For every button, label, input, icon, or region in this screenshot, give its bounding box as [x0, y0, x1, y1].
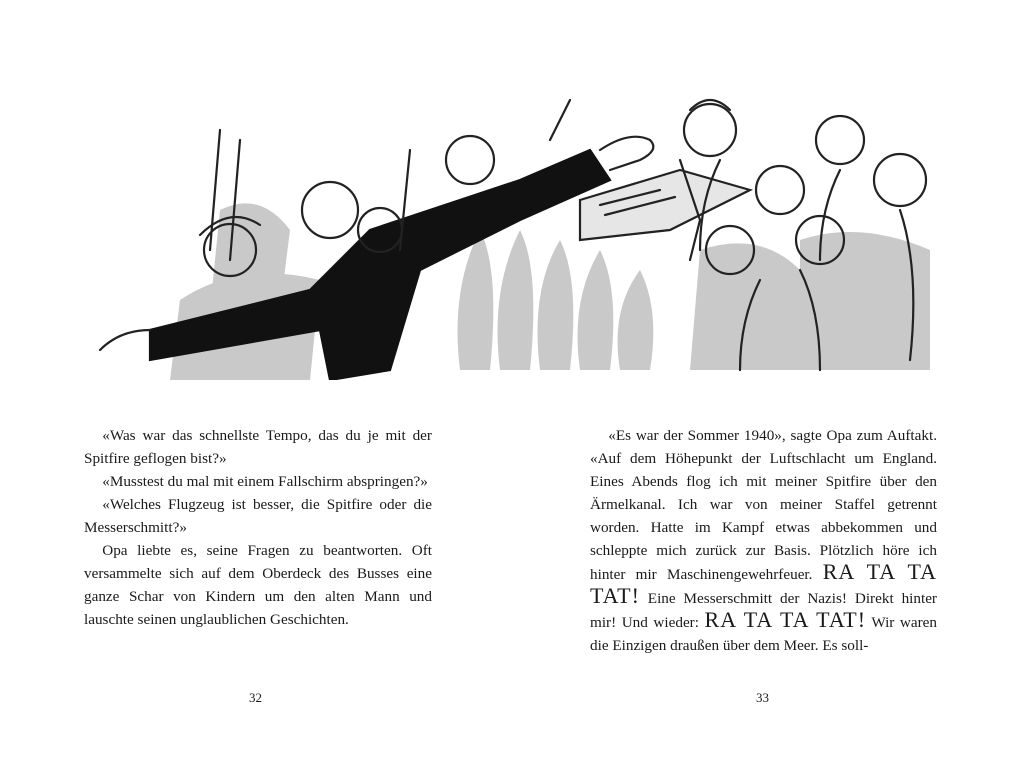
sound-effect-2: RA TA TA TAT! — [704, 607, 867, 632]
illustration-bus-passengers — [80, 80, 940, 380]
right-page-text — [590, 424, 937, 657]
page-number-right: 33 — [756, 690, 769, 705]
left-paragraph-2: «Musstest du mal mit einem Fallschirm abspringen?» — [102, 473, 428, 490]
right-text-part-1: «Es war der Sommer 1940», sagte Opa zum Auftakt. «Auf dem Höhepunkt der Luftschlacht um England. Eines Abends flog ich mit meiner Spitfire über den Ärmelkanal. Ich war von meiner Staffel getrennt worden. Hatte im Kampf etwas abbekommen und schleppte mich zurück zur Basis. Plötzlich höre ich hinter mir Maschinengewehrfeuer. — [590, 427, 937, 583]
right-paragraph — [590, 424, 937, 657]
left-paragraph-4: Opa liebte es, seine Fragen zu beantworten. Oft versammelte sich auf dem Oberdeck des Busses eine ganze Schar von Kindern um den alten Mann und lauschte seinen unglaublichen Geschichten. — [84, 542, 432, 628]
sound-effect-1: RA TA TA TAT! — [590, 559, 938, 608]
left-page-text — [84, 424, 432, 631]
left-paragraph-1: «Was war das schnellste Tempo, das du je mit der Spitfire geflogen bist?» — [84, 427, 432, 467]
right-text-part-2: Eine Messerschmitt der Nazis! Direkt hinter mir! Und wieder: — [590, 590, 937, 631]
right-text-part-3: Wir waren die Einzigen draußen über dem Meer. Es soll- — [590, 614, 938, 654]
left-paragraph-3: «Welches Flugzeug ist besser, die Spitfire oder die Messerschmitt?» — [84, 496, 432, 536]
page-number-left: 32 — [249, 690, 262, 705]
